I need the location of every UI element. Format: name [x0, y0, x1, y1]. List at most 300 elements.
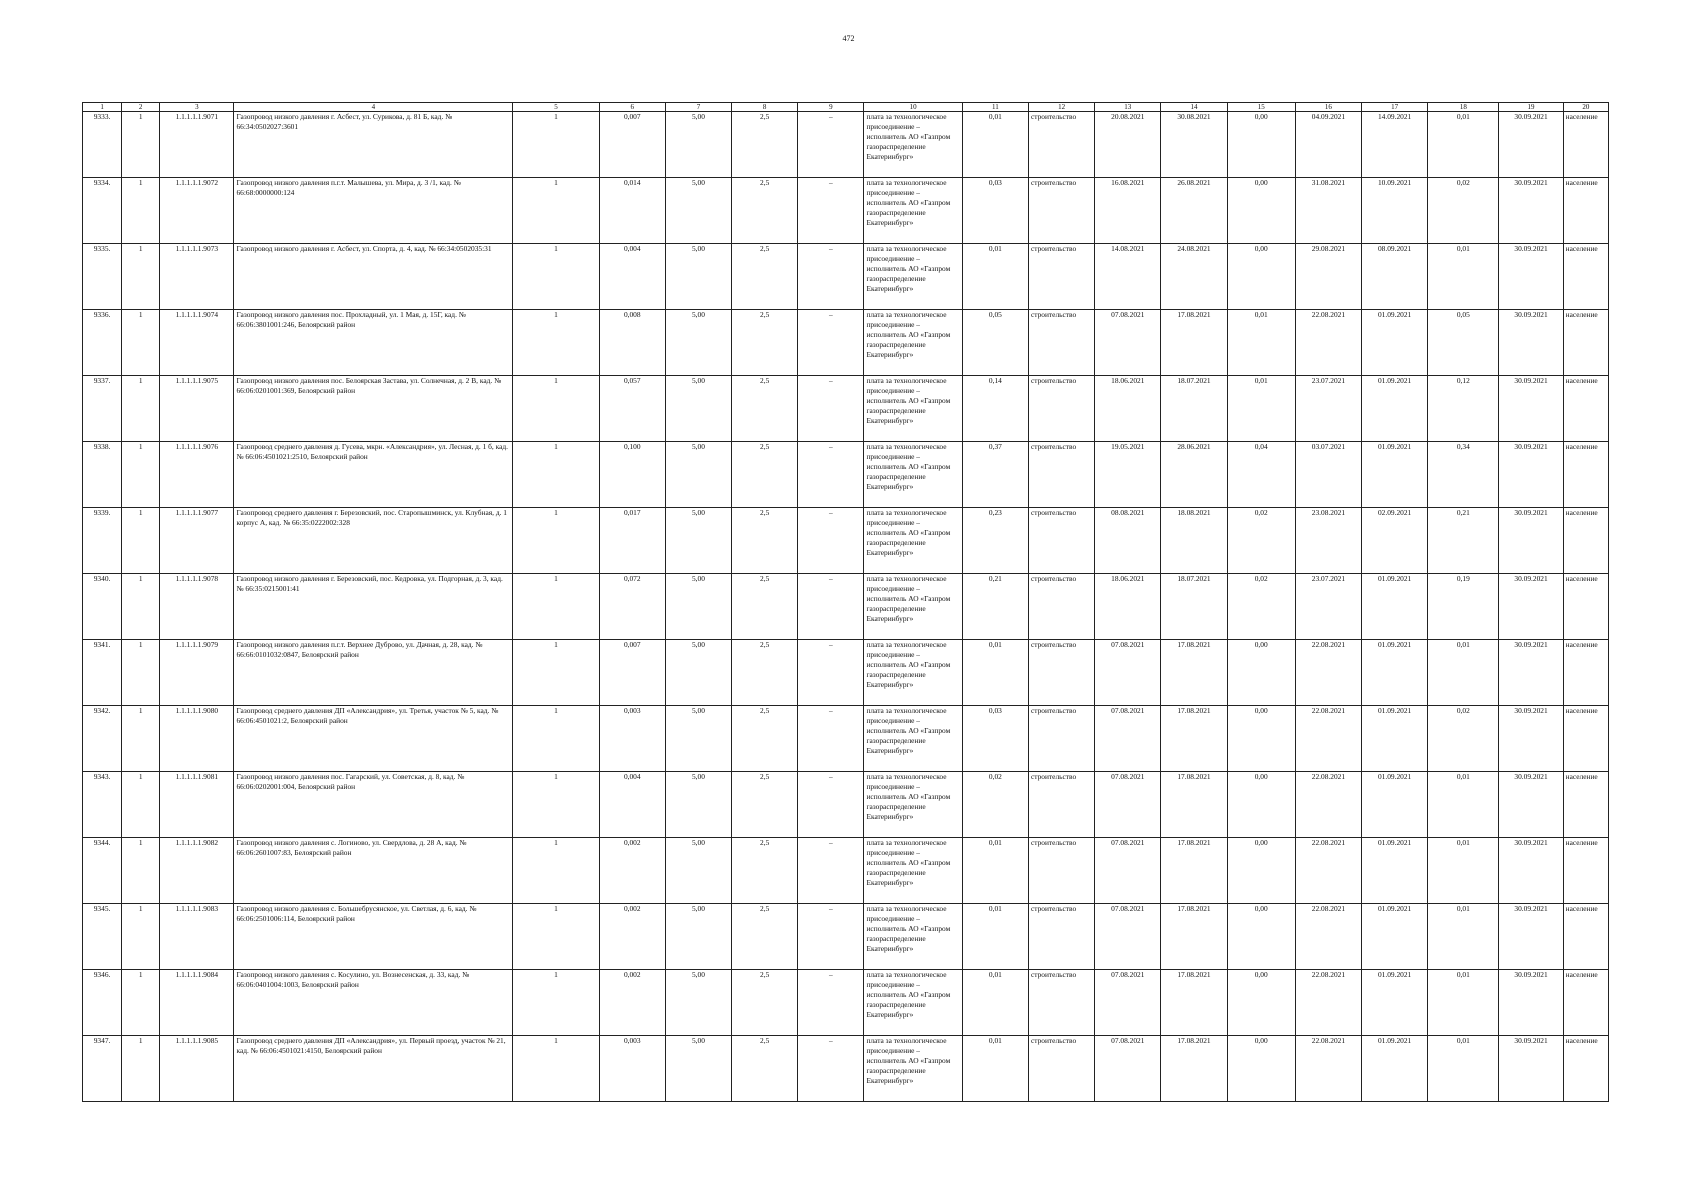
table-cell: Газопровод среднего давления г. Березовский, пос. Старопышминск, ул. Клубная, д. 1 корпус А, кад. № 66:35:0222002:328: [234, 508, 513, 574]
table-cell: 5,00: [665, 310, 731, 376]
table-cell: Газопровод среднего давления ДП «Александрия», ул. Третья, участок № 5, кад. № 66:06:4501021:2, Белоярский район: [234, 706, 513, 772]
table-cell: 30.09.2021: [1499, 112, 1563, 178]
table-cell: 2,5: [732, 178, 798, 244]
table-cell: –: [798, 838, 864, 904]
table-cell: 1.1.1.1.1.9081: [160, 772, 234, 838]
table-cell: 9338.: [83, 442, 122, 508]
table-cell: 2,5: [732, 244, 798, 310]
table-cell: 0,01: [1227, 376, 1295, 442]
table-cell: 24.08.2021: [1161, 244, 1227, 310]
table-cell: 0,00: [1227, 640, 1295, 706]
table-cell: 0,19: [1428, 574, 1499, 640]
table-cell: 2,5: [732, 442, 798, 508]
table-cell: 0,01: [1227, 310, 1295, 376]
table-cell: 0,008: [599, 310, 665, 376]
table-cell: 1: [122, 178, 160, 244]
table-cell: 30.09.2021: [1499, 574, 1563, 640]
table-cell: 16.08.2021: [1095, 178, 1161, 244]
table-cell: 30.09.2021: [1499, 178, 1563, 244]
table-cell: 0,12: [1428, 376, 1499, 442]
table-cell: население: [1563, 244, 1608, 310]
table-cell: 0,00: [1227, 772, 1295, 838]
table-cell: плата за технологическое присоединение – исполнитель АО «Газпром газораспределение Екатеринбург»: [864, 310, 962, 376]
table-cell: 9333.: [83, 112, 122, 178]
table-cell: 22.08.2021: [1295, 838, 1361, 904]
table-cell: 1: [122, 904, 160, 970]
table-cell: 1.1.1.1.1.9079: [160, 640, 234, 706]
table-cell: 2,5: [732, 112, 798, 178]
table-cell: 1.1.1.1.1.9075: [160, 376, 234, 442]
table-cell: население: [1563, 376, 1608, 442]
table-cell: строительство: [1028, 640, 1094, 706]
column-header: 11: [962, 103, 1028, 112]
table-cell: –: [798, 112, 864, 178]
table-cell: 07.08.2021: [1095, 1036, 1161, 1102]
table-cell: 0,04: [1227, 442, 1295, 508]
table-cell: 01.09.2021: [1362, 640, 1428, 706]
table-cell: 1: [513, 1036, 599, 1102]
table-cell: 1: [122, 772, 160, 838]
table-cell: 5,00: [665, 706, 731, 772]
table-cell: 2,5: [732, 1036, 798, 1102]
table-cell: 0,02: [1227, 508, 1295, 574]
table-cell: 26.08.2021: [1161, 178, 1227, 244]
table-cell: 22.08.2021: [1295, 1036, 1361, 1102]
table-cell: 01.09.2021: [1362, 442, 1428, 508]
table-cell: 0,002: [599, 838, 665, 904]
table-cell: 1: [513, 442, 599, 508]
table-cell: плата за технологическое присоединение – исполнитель АО «Газпром газораспределение Екатеринбург»: [864, 838, 962, 904]
table-cell: 07.08.2021: [1095, 640, 1161, 706]
column-header: 19: [1499, 103, 1563, 112]
table-cell: плата за технологическое присоединение – исполнитель АО «Газпром газораспределение Екатеринбург»: [864, 706, 962, 772]
table-cell: 30.09.2021: [1499, 442, 1563, 508]
table-cell: 2,5: [732, 640, 798, 706]
table-cell: 1: [122, 508, 160, 574]
table-cell: 23.07.2021: [1295, 574, 1361, 640]
table-cell: 1.1.1.1.1.9072: [160, 178, 234, 244]
table-cell: 01.09.2021: [1362, 904, 1428, 970]
table-cell: 07.08.2021: [1095, 838, 1161, 904]
table-cell: 0,002: [599, 970, 665, 1036]
table-cell: 1: [122, 244, 160, 310]
table-cell: плата за технологическое присоединение – исполнитель АО «Газпром газораспределение Екатеринбург»: [864, 112, 962, 178]
table-cell: 0,007: [599, 640, 665, 706]
table-cell: 0,05: [1428, 310, 1499, 376]
page-number: 472: [842, 34, 855, 43]
table-cell: 0,01: [962, 1036, 1028, 1102]
table-cell: Газопровод низкого давления пос. Прохладный, ул. 1 Мая, д. 15Г, кад. № 66:06:3801001:246, Белоярский район: [234, 310, 513, 376]
table-cell: строительство: [1028, 772, 1094, 838]
table-cell: 30.09.2021: [1499, 904, 1563, 970]
table-cell: 5,00: [665, 442, 731, 508]
table-row: [83, 706, 1609, 772]
table-cell: 31.08.2021: [1295, 178, 1361, 244]
table-cell: 30.09.2021: [1499, 772, 1563, 838]
table-cell: 9339.: [83, 508, 122, 574]
table-cell: 1.1.1.1.1.9077: [160, 508, 234, 574]
column-header: 18: [1428, 103, 1499, 112]
table-cell: 0,34: [1428, 442, 1499, 508]
table-cell: –: [798, 508, 864, 574]
table-cell: 2,5: [732, 970, 798, 1036]
table-cell: 1: [122, 376, 160, 442]
table-cell: 9335.: [83, 244, 122, 310]
table-cell: строительство: [1028, 970, 1094, 1036]
table-cell: Газопровод низкого давления с. Косулино, ул. Вознесенская, д. 33, кад. № 66:06:0401004:1003, Белоярский район: [234, 970, 513, 1036]
table-cell: 0,01: [1428, 1036, 1499, 1102]
table-cell: 30.08.2021: [1161, 112, 1227, 178]
table-cell: 17.08.2021: [1161, 310, 1227, 376]
table-cell: 1.1.1.1.1.9071: [160, 112, 234, 178]
table-cell: 30.09.2021: [1499, 310, 1563, 376]
table-row: [83, 772, 1609, 838]
table-cell: 1: [513, 376, 599, 442]
table-cell: 0,00: [1227, 706, 1295, 772]
table-cell: 5,00: [665, 1036, 731, 1102]
table-cell: 0,007: [599, 112, 665, 178]
column-header: 1: [83, 103, 122, 112]
table-cell: 0,01: [1428, 838, 1499, 904]
table-cell: 0,004: [599, 244, 665, 310]
table-row: [83, 112, 1609, 178]
table-cell: 5,00: [665, 112, 731, 178]
table-cell: 1: [122, 640, 160, 706]
table-cell: –: [798, 376, 864, 442]
table-cell: 5,00: [665, 640, 731, 706]
table-cell: –: [798, 1036, 864, 1102]
table-cell: строительство: [1028, 112, 1094, 178]
table-cell: 08.08.2021: [1095, 508, 1161, 574]
table-cell: 0,003: [599, 706, 665, 772]
table-cell: 0,05: [962, 310, 1028, 376]
table-cell: 17.08.2021: [1161, 706, 1227, 772]
table-cell: плата за технологическое присоединение – исполнитель АО «Газпром газораспределение Екатеринбург»: [864, 574, 962, 640]
table-cell: 01.09.2021: [1362, 310, 1428, 376]
table-cell: 0,01: [1428, 112, 1499, 178]
table-cell: 9343.: [83, 772, 122, 838]
table-cell: 1: [513, 574, 599, 640]
table-cell: строительство: [1028, 574, 1094, 640]
table-cell: строительство: [1028, 310, 1094, 376]
table-cell: 18.06.2021: [1095, 574, 1161, 640]
column-header: 12: [1028, 103, 1094, 112]
table-cell: 1.1.1.1.1.9083: [160, 904, 234, 970]
header-row: [83, 103, 1609, 112]
table-cell: 2,5: [732, 772, 798, 838]
table-cell: –: [798, 178, 864, 244]
table-cell: 1: [122, 970, 160, 1036]
table-cell: 0,014: [599, 178, 665, 244]
column-header: 6: [599, 103, 665, 112]
table-cell: строительство: [1028, 442, 1094, 508]
table-cell: 0,01: [962, 904, 1028, 970]
table-cell: 22.08.2021: [1295, 310, 1361, 376]
table-cell: 9341.: [83, 640, 122, 706]
table-cell: 0,00: [1227, 112, 1295, 178]
table-cell: строительство: [1028, 244, 1094, 310]
table-cell: Газопровод низкого давления п.г.т. Верхнее Дуброво, ул. Дачная, д. 28, кад. № 66:66:0101032:0847, Белоярский район: [234, 640, 513, 706]
table-cell: 5,00: [665, 772, 731, 838]
column-header: 15: [1227, 103, 1295, 112]
table-cell: 22.08.2021: [1295, 772, 1361, 838]
table-cell: Газопровод низкого давления пос. Гагарский, ул. Советская, д. 8, кад. № 66:06:0202001:004, Белоярский район: [234, 772, 513, 838]
table-row: [83, 1036, 1609, 1102]
table-row: [83, 178, 1609, 244]
table-cell: 17.08.2021: [1161, 640, 1227, 706]
table-cell: 0,01: [1428, 904, 1499, 970]
table-cell: 1: [513, 178, 599, 244]
table-cell: 9346.: [83, 970, 122, 1036]
table-cell: население: [1563, 178, 1608, 244]
table-row: [83, 508, 1609, 574]
table-cell: население: [1563, 442, 1608, 508]
table-cell: 0,002: [599, 904, 665, 970]
table-cell: строительство: [1028, 838, 1094, 904]
table-cell: 1: [513, 706, 599, 772]
table-cell: плата за технологическое присоединение – исполнитель АО «Газпром газораспределение Екатеринбург»: [864, 376, 962, 442]
table-cell: 23.07.2021: [1295, 376, 1361, 442]
table-cell: 1: [122, 112, 160, 178]
table-cell: 1.1.1.1.1.9082: [160, 838, 234, 904]
table-cell: плата за технологическое присоединение – исполнитель АО «Газпром газораспределение Екатеринбург»: [864, 1036, 962, 1102]
table-cell: 1: [122, 706, 160, 772]
column-header: 7: [665, 103, 731, 112]
table-cell: 22.08.2021: [1295, 640, 1361, 706]
column-header: 3: [160, 103, 234, 112]
table-cell: население: [1563, 640, 1608, 706]
table-cell: 0,01: [1428, 244, 1499, 310]
table-cell: Газопровод низкого давления г. Асбест, ул. Спорта, д. 4, кад. № 66:34:0502035:31: [234, 244, 513, 310]
table-cell: Газопровод низкого давления пос. Белоярская Застава, ул. Солнечная, д. 2 В, кад. № 66:06:0201001:369, Белоярский район: [234, 376, 513, 442]
table-cell: 9347.: [83, 1036, 122, 1102]
table-cell: 1: [513, 640, 599, 706]
table-cell: 28.06.2021: [1161, 442, 1227, 508]
table-cell: 1: [513, 772, 599, 838]
table-cell: 0,02: [962, 772, 1028, 838]
table-cell: 1.1.1.1.1.9073: [160, 244, 234, 310]
table-cell: Газопровод низкого давления г. Березовский, пос. Кедровка, ул. Подгорная, д. 3, кад. № 66:35:0215001:41: [234, 574, 513, 640]
table-cell: 1.1.1.1.1.9080: [160, 706, 234, 772]
table-cell: население: [1563, 838, 1608, 904]
table-cell: 17.08.2021: [1161, 904, 1227, 970]
table-cell: строительство: [1028, 1036, 1094, 1102]
table-cell: плата за технологическое присоединение – исполнитель АО «Газпром газораспределение Екатеринбург»: [864, 640, 962, 706]
table-cell: 0,00: [1227, 838, 1295, 904]
table-cell: 10.09.2021: [1362, 178, 1428, 244]
table-cell: 1: [513, 112, 599, 178]
table-cell: 0,01: [1428, 970, 1499, 1036]
table-cell: 1: [122, 574, 160, 640]
table-cell: 0,057: [599, 376, 665, 442]
table-cell: 9337.: [83, 376, 122, 442]
table-cell: 9336.: [83, 310, 122, 376]
table-cell: население: [1563, 1036, 1608, 1102]
table-row: [83, 640, 1609, 706]
column-header: 17: [1362, 103, 1428, 112]
table-cell: 5,00: [665, 838, 731, 904]
table-cell: 08.09.2021: [1362, 244, 1428, 310]
table-cell: 5,00: [665, 178, 731, 244]
table-cell: –: [798, 310, 864, 376]
table-cell: население: [1563, 112, 1608, 178]
table-cell: 1: [122, 1036, 160, 1102]
table-cell: 01.09.2021: [1362, 574, 1428, 640]
column-header: 8: [732, 103, 798, 112]
table-cell: население: [1563, 508, 1608, 574]
table-cell: 0,00: [1227, 970, 1295, 1036]
table-cell: 0,00: [1227, 904, 1295, 970]
table-cell: плата за технологическое присоединение – исполнитель АО «Газпром газораспределение Екатеринбург»: [864, 244, 962, 310]
table-cell: Газопровод низкого давления с. Большебрусянское, ул. Светлая, д. 6, кад. № 66:06:2501006:114, Белоярский район: [234, 904, 513, 970]
column-header: 5: [513, 103, 599, 112]
table-cell: строительство: [1028, 178, 1094, 244]
table-cell: население: [1563, 970, 1608, 1036]
table-cell: 30.09.2021: [1499, 244, 1563, 310]
table-cell: 9344.: [83, 838, 122, 904]
table-cell: 01.09.2021: [1362, 772, 1428, 838]
table-cell: 9340.: [83, 574, 122, 640]
table-cell: 1.1.1.1.1.9076: [160, 442, 234, 508]
table-cell: 01.09.2021: [1362, 376, 1428, 442]
table-cell: 0,37: [962, 442, 1028, 508]
table-cell: 30.09.2021: [1499, 508, 1563, 574]
table-cell: 01.09.2021: [1362, 838, 1428, 904]
table-body: [83, 112, 1609, 1102]
table-cell: 07.08.2021: [1095, 772, 1161, 838]
table-cell: 0,01: [962, 970, 1028, 1036]
table-cell: 2,5: [732, 376, 798, 442]
table-cell: 1: [513, 904, 599, 970]
table-cell: 18.07.2021: [1161, 574, 1227, 640]
table-cell: –: [798, 244, 864, 310]
table-cell: 18.07.2021: [1161, 376, 1227, 442]
table-row: [83, 838, 1609, 904]
table-cell: Газопровод среднего давления ДП «Александрия», ул. Первый проезд, участок № 21, кад. № 66:06:4501021:4150, Белоярский район: [234, 1036, 513, 1102]
table-cell: 17.08.2021: [1161, 970, 1227, 1036]
table-cell: 0,00: [1227, 1036, 1295, 1102]
table-cell: 0,03: [962, 706, 1028, 772]
table-cell: 0,01: [962, 112, 1028, 178]
table-cell: 0,01: [1428, 640, 1499, 706]
table-cell: плата за технологическое присоединение – исполнитель АО «Газпром газораспределение Екатеринбург»: [864, 772, 962, 838]
table-cell: 22.08.2021: [1295, 706, 1361, 772]
table-cell: 1: [513, 838, 599, 904]
table-cell: 07.08.2021: [1095, 970, 1161, 1036]
table-cell: 1: [513, 310, 599, 376]
table-cell: 1.1.1.1.1.9085: [160, 1036, 234, 1102]
table-cell: 2,5: [732, 574, 798, 640]
table-cell: 17.08.2021: [1161, 772, 1227, 838]
table-cell: Газопровод низкого давления г. Асбест, ул. Сурикова, д. 81 Б, кад. № 66:34:0502027:3601: [234, 112, 513, 178]
table-cell: 0,00: [1227, 178, 1295, 244]
column-header: 10: [864, 103, 962, 112]
table-row: [83, 244, 1609, 310]
table-cell: 1: [122, 442, 160, 508]
table-cell: 5,00: [665, 904, 731, 970]
table-cell: 5,00: [665, 244, 731, 310]
table-cell: 0,01: [962, 838, 1028, 904]
table-cell: 1.1.1.1.1.9078: [160, 574, 234, 640]
table-row: [83, 574, 1609, 640]
table-cell: строительство: [1028, 376, 1094, 442]
table-cell: 1: [122, 838, 160, 904]
table-cell: 17.08.2021: [1161, 1036, 1227, 1102]
table-cell: 5,00: [665, 508, 731, 574]
table-cell: 02.09.2021: [1362, 508, 1428, 574]
table-cell: 0,01: [1428, 772, 1499, 838]
table-cell: 0,03: [962, 178, 1028, 244]
table-row: [83, 904, 1609, 970]
table-cell: 23.08.2021: [1295, 508, 1361, 574]
table-cell: 03.07.2021: [1295, 442, 1361, 508]
table-cell: 30.09.2021: [1499, 640, 1563, 706]
table-cell: 5,00: [665, 376, 731, 442]
table-cell: 30.09.2021: [1499, 838, 1563, 904]
table-cell: –: [798, 970, 864, 1036]
table-cell: 0,21: [962, 574, 1028, 640]
table-cell: плата за технологическое присоединение – исполнитель АО «Газпром газораспределение Екатеринбург»: [864, 178, 962, 244]
table-cell: 18.08.2021: [1161, 508, 1227, 574]
table-cell: 30.09.2021: [1499, 1036, 1563, 1102]
table-cell: 2,5: [732, 508, 798, 574]
table-cell: 1.1.1.1.1.9074: [160, 310, 234, 376]
table-cell: 1: [513, 508, 599, 574]
table-cell: 5,00: [665, 574, 731, 640]
table-cell: 30.09.2021: [1499, 376, 1563, 442]
table-cell: –: [798, 574, 864, 640]
table-cell: 5,00: [665, 970, 731, 1036]
table-cell: 0,21: [1428, 508, 1499, 574]
table-cell: плата за технологическое присоединение – исполнитель АО «Газпром газораспределение Екатеринбург»: [864, 442, 962, 508]
table-cell: 0,00: [1227, 244, 1295, 310]
table-cell: –: [798, 442, 864, 508]
table-cell: плата за технологическое присоединение – исполнитель АО «Газпром газораспределение Екатеринбург»: [864, 508, 962, 574]
table-cell: население: [1563, 772, 1608, 838]
table-cell: 1: [513, 244, 599, 310]
table-cell: 01.09.2021: [1362, 1036, 1428, 1102]
table-cell: Газопровод среднего давления д. Гусева, мкрн. «Александрия», ул. Лесная, д. 1 б, кад. № 66:06:4501021:2510, Белоярский район: [234, 442, 513, 508]
table-cell: 0,004: [599, 772, 665, 838]
table-cell: 0,01: [962, 244, 1028, 310]
table-cell: 9334.: [83, 178, 122, 244]
table-cell: Газопровод низкого давления п.г.т. Малышева, ул. Мира, д. 3 /1, кад. № 66:68:0000000:124: [234, 178, 513, 244]
table-cell: 22.08.2021: [1295, 904, 1361, 970]
table-cell: –: [798, 904, 864, 970]
column-header: 4: [234, 103, 513, 112]
table-cell: 9345.: [83, 904, 122, 970]
table-cell: население: [1563, 574, 1608, 640]
table-cell: 2,5: [732, 838, 798, 904]
table-cell: 0,02: [1428, 706, 1499, 772]
table-cell: 0,23: [962, 508, 1028, 574]
table-cell: 0,01: [962, 640, 1028, 706]
table-cell: 0,02: [1428, 178, 1499, 244]
table-cell: население: [1563, 706, 1608, 772]
table-cell: 1.1.1.1.1.9084: [160, 970, 234, 1036]
table-cell: строительство: [1028, 904, 1094, 970]
table-row: [83, 442, 1609, 508]
table-cell: строительство: [1028, 706, 1094, 772]
table-cell: население: [1563, 904, 1608, 970]
table-cell: 19.05.2021: [1095, 442, 1161, 508]
table-cell: 20.08.2021: [1095, 112, 1161, 178]
table-cell: плата за технологическое присоединение – исполнитель АО «Газпром газораспределение Екатеринбург»: [864, 970, 962, 1036]
table-cell: 04.09.2021: [1295, 112, 1361, 178]
table-cell: –: [798, 772, 864, 838]
table-cell: 30.09.2021: [1499, 706, 1563, 772]
column-header: 20: [1563, 103, 1608, 112]
